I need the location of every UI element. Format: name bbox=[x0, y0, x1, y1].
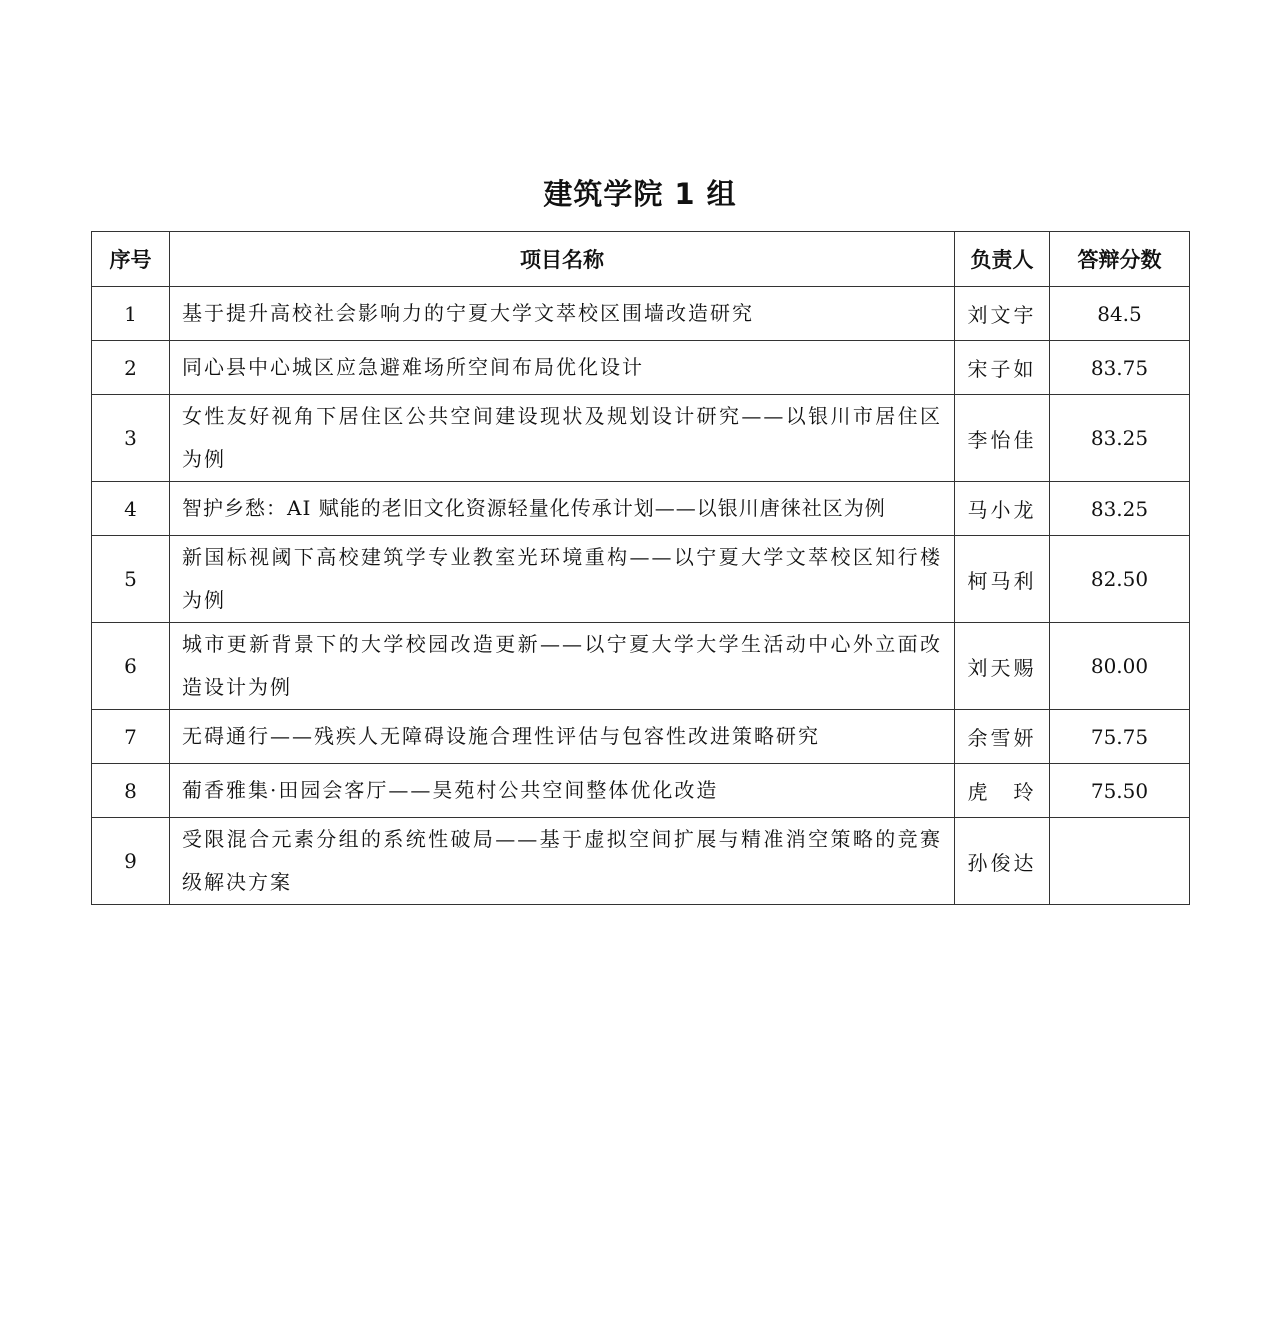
header-project-name: 项目名称 bbox=[170, 232, 955, 287]
row-score: 84.5 bbox=[1050, 287, 1190, 341]
row-project-name: 葡香雅集·田园会客厅——昊苑村公共空间整体优化改造 bbox=[170, 764, 955, 818]
table-row bbox=[92, 536, 1190, 623]
row-no: 3 bbox=[92, 395, 170, 482]
table-header-row bbox=[92, 232, 1190, 287]
row-score: 82.50 bbox=[1050, 536, 1190, 623]
table-row bbox=[92, 287, 1190, 341]
row-score: 83.25 bbox=[1050, 395, 1190, 482]
row-leader: 柯马利 bbox=[955, 536, 1050, 623]
table-row bbox=[92, 341, 1190, 395]
row-no: 6 bbox=[92, 623, 170, 710]
header-leader: 负责人 bbox=[955, 232, 1050, 287]
row-project-name: 受限混合元素分组的系统性破局——基于虚拟空间扩展与精准消空策略的竞赛级解决方案 bbox=[170, 818, 955, 905]
row-score: 83.25 bbox=[1050, 482, 1190, 536]
row-project-name: 女性友好视角下居住区公共空间建设现状及规划设计研究——以银川市居住区为例 bbox=[170, 395, 955, 482]
row-no: 7 bbox=[92, 710, 170, 764]
project-score-table bbox=[91, 231, 1190, 905]
row-project-name: 同心县中心城区应急避难场所空间布局优化设计 bbox=[170, 341, 955, 395]
row-no: 1 bbox=[92, 287, 170, 341]
row-score: 83.75 bbox=[1050, 341, 1190, 395]
table-row bbox=[92, 710, 1190, 764]
row-no: 4 bbox=[92, 482, 170, 536]
row-no: 9 bbox=[92, 818, 170, 905]
table-row bbox=[92, 764, 1190, 818]
row-score: 75.50 bbox=[1050, 764, 1190, 818]
row-score: 75.75 bbox=[1050, 710, 1190, 764]
row-score: 80.00 bbox=[1050, 623, 1190, 710]
row-leader: 李怡佳 bbox=[955, 395, 1050, 482]
row-leader: 刘天赐 bbox=[955, 623, 1050, 710]
row-project-name: 无碍通行——残疾人无障碍设施合理性评估与包容性改进策略研究 bbox=[170, 710, 955, 764]
row-project-name: 基于提升高校社会影响力的宁夏大学文萃校区围墙改造研究 bbox=[170, 287, 955, 341]
row-project-name: 智护乡愁：AI 赋能的老旧文化资源轻量化传承计划——以银川唐徕社区为例 bbox=[170, 482, 955, 536]
row-leader: 虎 玲 bbox=[955, 764, 1050, 818]
header-no: 序号 bbox=[92, 232, 170, 287]
table-row bbox=[92, 482, 1190, 536]
row-no: 5 bbox=[92, 536, 170, 623]
row-no: 8 bbox=[92, 764, 170, 818]
row-score bbox=[1050, 818, 1190, 905]
row-leader: 余雪妍 bbox=[955, 710, 1050, 764]
row-leader: 孙俊达 bbox=[955, 818, 1050, 905]
row-no: 2 bbox=[92, 341, 170, 395]
row-project-name: 新国标视阈下高校建筑学专业教室光环境重构——以宁夏大学文萃校区知行楼为例 bbox=[170, 536, 955, 623]
header-score: 答辩分数 bbox=[1050, 232, 1190, 287]
row-project-name: 城市更新背景下的大学校园改造更新——以宁夏大学大学生活动中心外立面改造设计为例 bbox=[170, 623, 955, 710]
row-leader: 马小龙 bbox=[955, 482, 1050, 536]
row-leader: 宋子如 bbox=[955, 341, 1050, 395]
table-row bbox=[92, 818, 1190, 905]
row-leader: 刘文宇 bbox=[955, 287, 1050, 341]
page-title: 建筑学院 1 组 bbox=[543, 177, 737, 211]
table-row bbox=[92, 623, 1190, 710]
table-row bbox=[92, 395, 1190, 482]
